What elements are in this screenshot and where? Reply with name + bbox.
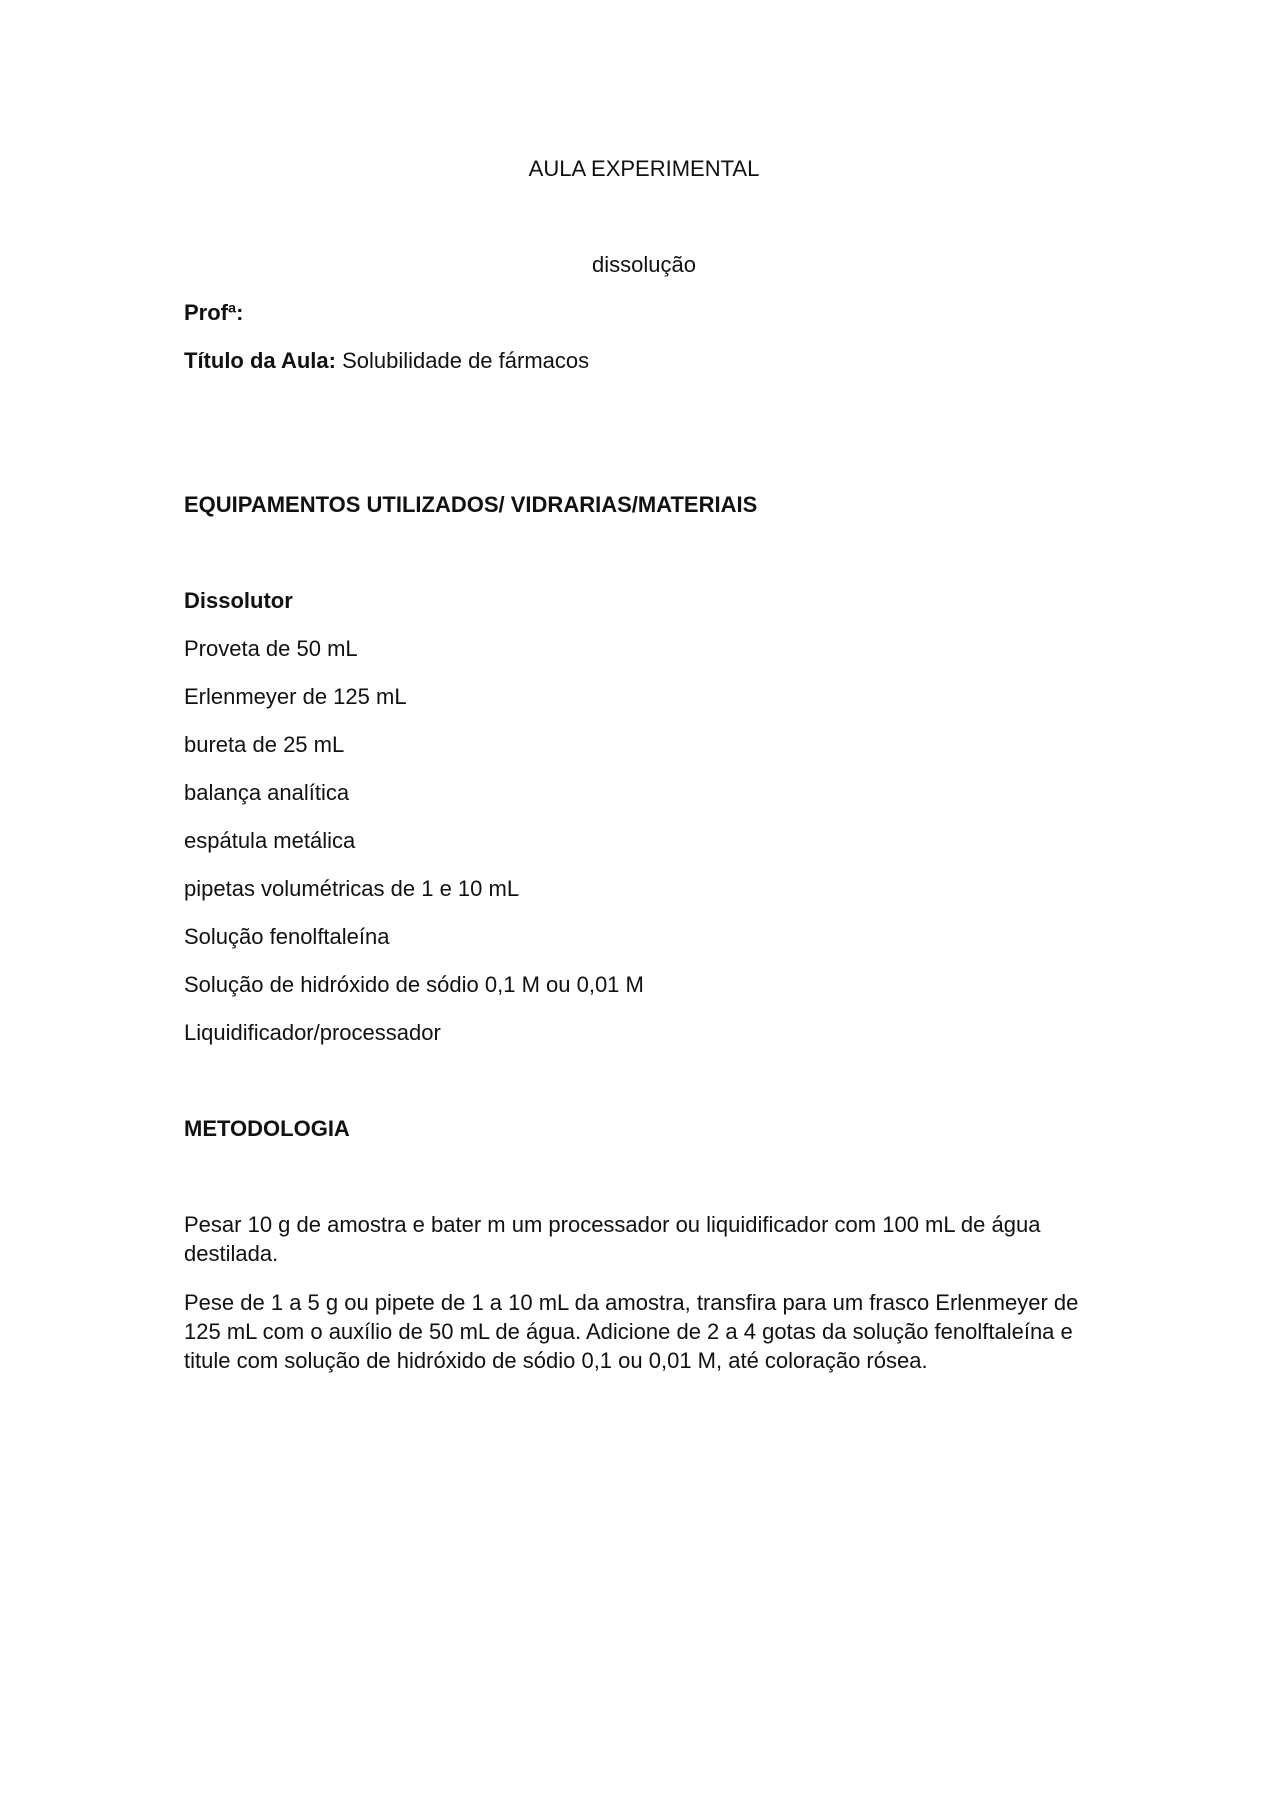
metodologia-paragraph: Pesar 10 g de amostra e bater m um processador ou liquidificador com 100 mL de água destilada. — [184, 1212, 1041, 1266]
titulo-line — [184, 346, 589, 376]
equipment-item: Solução de hidróxido de sódio 0,1 M ou 0,01 M — [184, 972, 644, 997]
equipment-item: Erlenmeyer de 125 mL — [184, 684, 407, 709]
equipment-item: pipetas volumétricas de 1 e 10 mL — [184, 876, 520, 901]
equipment-item: balança analítica — [184, 780, 350, 805]
titulo-label: Título da Aula: — [184, 348, 336, 373]
equipment-item-dissolutor: Dissolutor — [184, 588, 293, 613]
equipment-item: Proveta de 50 mL — [184, 636, 358, 661]
titulo-value: Solubilidade de fármacos — [342, 348, 590, 373]
equipamentos-heading: EQUIPAMENTOS UTILIZADOS/ VIDRARIAS/MATERIAIS — [184, 492, 758, 517]
equipment-item: Solução fenolftaleína — [184, 924, 390, 949]
equipment-item: Liquidificador/processador — [184, 1020, 441, 1045]
equipment-item: bureta de 25 mL — [184, 732, 345, 757]
metodologia-heading: METODOLOGIA — [184, 1116, 350, 1141]
document-subtitle: dissolução — [592, 252, 696, 277]
equipment-item: espátula metálica — [184, 828, 356, 853]
metodologia-paragraph: Pese de 1 a 5 g ou pipete de 1 a 10 mL da amostra, transfira para um frasco Erlenmeyer de 125 mL com o auxílio de 50 mL de água. Adicione de 2 a 4 gotas da solução fenolftaleína e titule com solução de hidróxido de sódio 0,1 ou 0,01 M, até coloração rósea. — [184, 1290, 1079, 1373]
document-title: AULA EXPERIMENTAL — [528, 156, 760, 181]
prof-label: Profª: — [184, 300, 244, 325]
